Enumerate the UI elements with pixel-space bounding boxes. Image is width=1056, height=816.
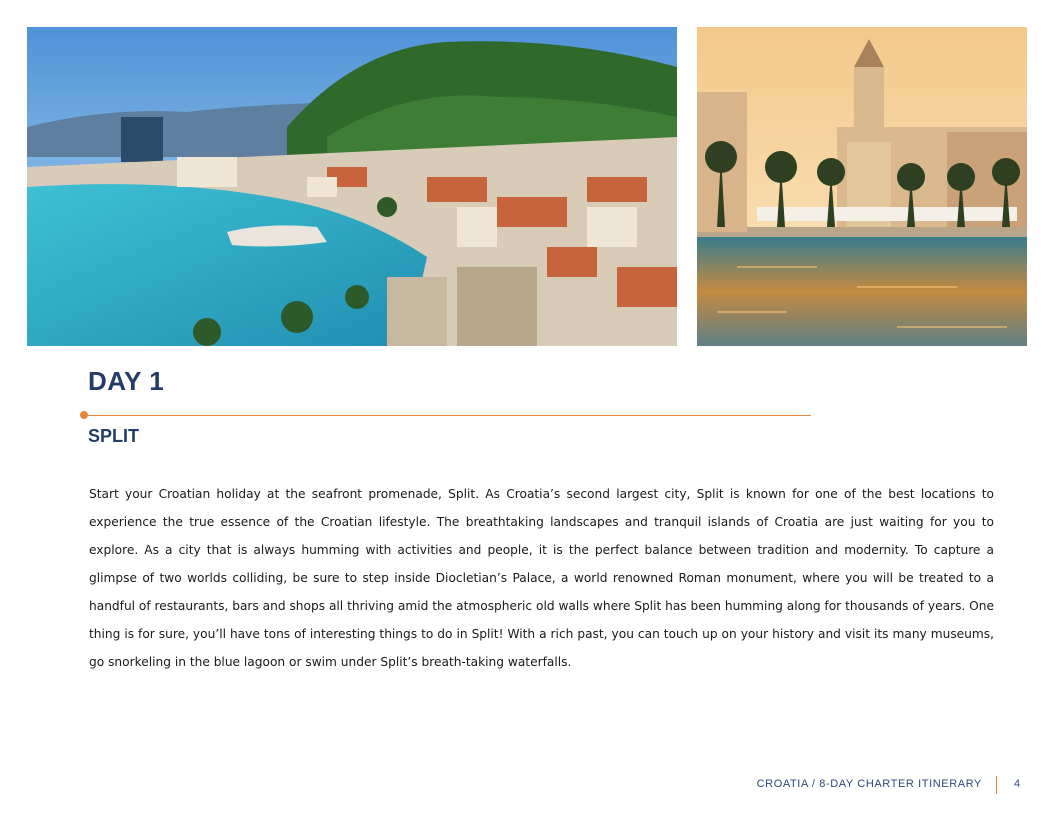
body-paragraph: Start your Croatian holiday at the seafront promenade, Split. As Croatia’s second largest city, Split is known for one of the best locations to experience the true essence of the Croatian lifestyle. The breathtaking landscapes and tranquil islands of Croatia are just waiting for you to explore. As a city that is always humming with activities and people, it is the perfect balance between tradition and modernity. To capture a glimpse of two worlds colliding, be sure to step inside Diocletian’s Palace, a world renowned Roman monument, where you will be treated to a handful of restaurants, bars and shops all thriving amid the atmospheric old walls where Split has been humming along for thousands of years. One thing is for sure, you’ll have tons of interesting things to do in Split! With a rich past, you can touch up on your history and visit its many museums, go snorkeling in the blue lagoon or swim under Split’s breath-taking waterfalls. xyxy=(89,487,994,669)
split-waterfront-photo xyxy=(697,27,1027,346)
divider-line xyxy=(84,415,811,416)
city-title: SPLIT xyxy=(88,426,140,446)
footer-label: CROATIA / 8-DAY CHARTER ITINERARY xyxy=(756,778,982,790)
divider-dot xyxy=(80,411,88,419)
footer-separator xyxy=(996,776,997,794)
page-number: 4 xyxy=(1014,778,1021,790)
day-title: DAY 1 xyxy=(88,366,165,396)
split-harbour-photo xyxy=(27,27,677,346)
